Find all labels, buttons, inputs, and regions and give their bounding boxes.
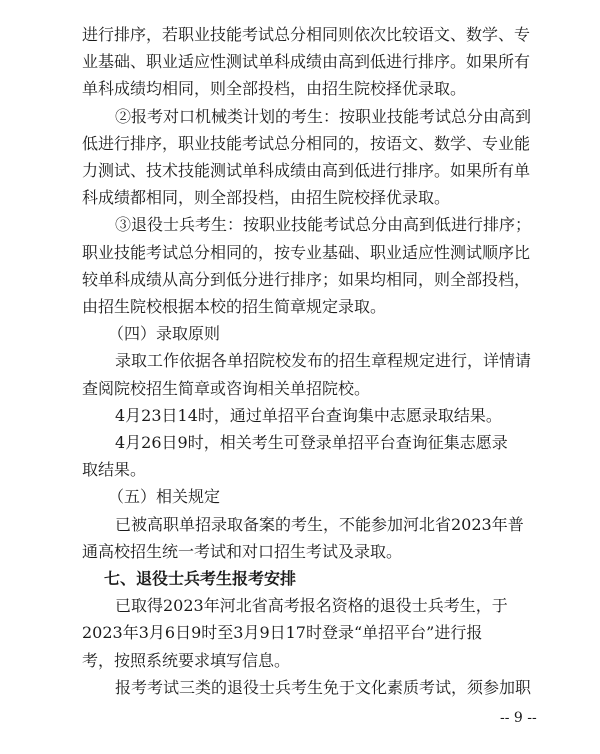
text-line: ③退役士兵考生：按职业技能考试总分由高到低进行排序； xyxy=(115,215,532,235)
page-number: -- 9 -- xyxy=(500,710,537,726)
section-heading: （四）录取原则 xyxy=(108,324,221,344)
text-line: 4月26日9时，相关考生可登录单招平台查询征集志愿录 xyxy=(115,433,508,452)
text-line: 由招生院校根据本校的招生简章规定录取。 xyxy=(82,297,387,316)
text-line: 业基础、职业适应性测试单科成绩由高到低进行排序。如果所有 xyxy=(82,52,531,72)
section-heading: 七、退役士兵考生报考安排 xyxy=(104,569,297,588)
text-line: 较单科成绩从高分到低分进行排序；如果均相同，则全部投档， xyxy=(82,269,531,289)
text-line: 力测试、技术技能测试单科成绩由高到低进行排序。如果所有单 xyxy=(82,161,531,180)
text-line: 考，按照系统要求填写信息。 xyxy=(82,650,291,670)
text-line: 查阅院校招生简章或咨询相关单招院校。 xyxy=(82,378,371,398)
text-line: 4月23日14时，通过单招平台查询集中志愿录取结果。 xyxy=(115,405,502,425)
text-line: 已取得2023年河北省高考报名资格的退役士兵考生，于 xyxy=(115,596,508,616)
text-line: 职业技能考试总分相同的，按专业基础、职业适应性测试顺序比 xyxy=(82,242,531,262)
text-line: 取结果。 xyxy=(82,460,147,480)
section-heading: （五）相关规定 xyxy=(108,487,221,507)
text-line: 录取工作依据各单招院校发布的招生章程规定进行，详情请 xyxy=(115,351,532,371)
text-line: 报考考试三类的退役士兵考生免于文化素质考试，须参加职 xyxy=(115,677,532,697)
text-line: 进行排序，若职业技能考试总分相同则依次比较语文、数学、专 xyxy=(82,25,531,44)
text-line: 通高校招生统一考试和对口招生考试及录取。 xyxy=(82,541,403,561)
text-line: 低进行排序，职业技能考试总分相同的，按语文、数学、专业能 xyxy=(82,133,531,153)
text-line: ②报考对口机械类计划的考生：按职业技能考试总分由高到 xyxy=(115,106,532,126)
text-line: 2023年3月6日9时至3月9日17时登录“单招平台”进行报 xyxy=(82,623,483,643)
text-line: 已被高职单招录取备案的考生，不能参加河北省2023年普 xyxy=(115,514,524,534)
text-line: 单科成绩均相同，则全部投档，由招生院校择优录取。 xyxy=(82,79,467,99)
text-line: 科成绩都相同，则全部投档，由招生院校择优录取。 xyxy=(82,188,451,208)
